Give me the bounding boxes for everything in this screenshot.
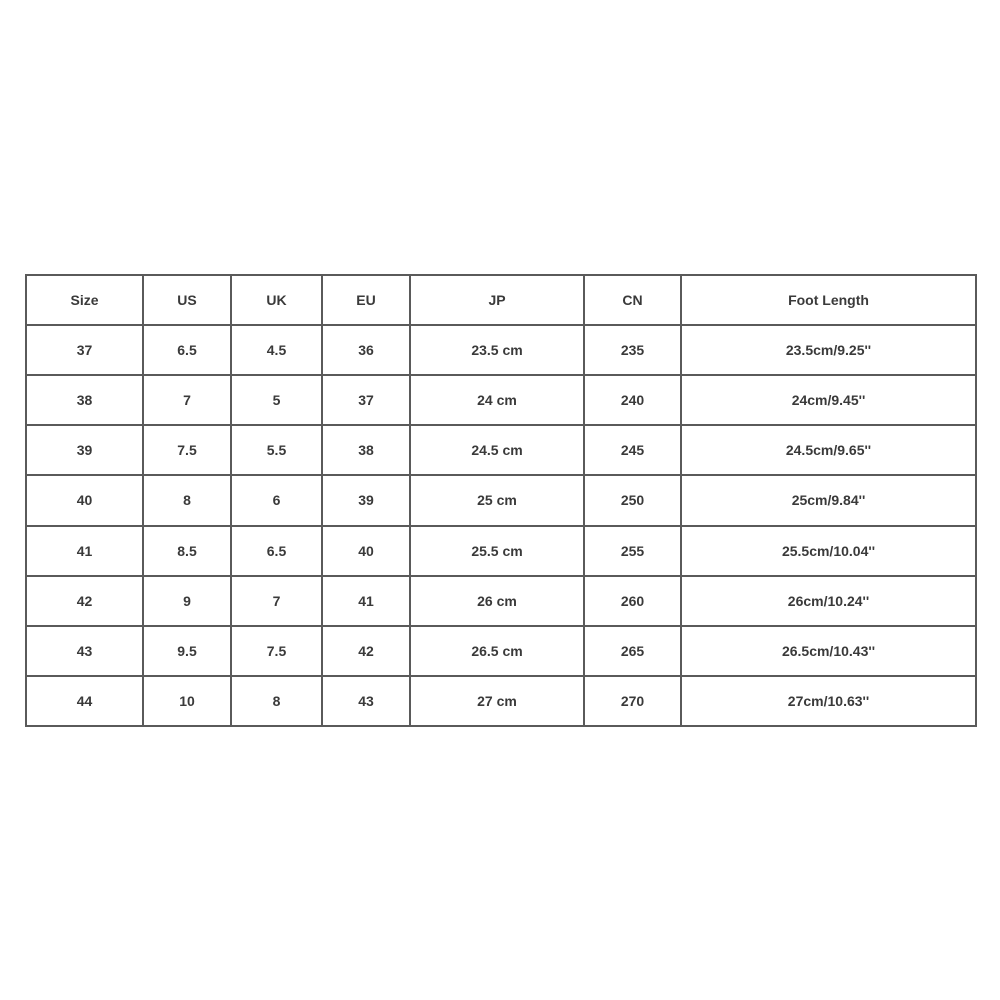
- cell-size: 44: [26, 676, 143, 726]
- cell-eu: 41: [322, 576, 410, 626]
- cell-us: 8: [143, 475, 231, 525]
- cell-cn: 235: [584, 325, 681, 375]
- cell-jp: 25 cm: [410, 475, 584, 525]
- cell-us: 7: [143, 375, 231, 425]
- cell-eu: 38: [322, 425, 410, 475]
- cell-foot-length: 24.5cm/9.65'': [681, 425, 976, 475]
- cell-cn: 245: [584, 425, 681, 475]
- table-row: [26, 375, 976, 425]
- cell-us: 7.5: [143, 425, 231, 475]
- cell-uk: 7: [231, 576, 322, 626]
- cell-uk: 6.5: [231, 526, 322, 576]
- cell-eu: 40: [322, 526, 410, 576]
- table-row: [26, 676, 976, 726]
- table-row: [26, 425, 976, 475]
- table-row: [26, 576, 976, 626]
- cell-us: 8.5: [143, 526, 231, 576]
- cell-size: 37: [26, 325, 143, 375]
- table-row: [26, 325, 976, 375]
- header-us: US: [143, 275, 231, 325]
- table-row: [26, 626, 976, 676]
- cell-foot-length: 26.5cm/10.43'': [681, 626, 976, 676]
- cell-size: 43: [26, 626, 143, 676]
- size-chart-table: [25, 274, 977, 727]
- cell-uk: 4.5: [231, 325, 322, 375]
- cell-eu: 42: [322, 626, 410, 676]
- cell-eu: 36: [322, 325, 410, 375]
- cell-uk: 6: [231, 475, 322, 525]
- cell-jp: 23.5 cm: [410, 325, 584, 375]
- cell-foot-length: 23.5cm/9.25'': [681, 325, 976, 375]
- header-size: Size: [26, 275, 143, 325]
- header-cn: CN: [584, 275, 681, 325]
- cell-us: 6.5: [143, 325, 231, 375]
- cell-cn: 265: [584, 626, 681, 676]
- cell-eu: 37: [322, 375, 410, 425]
- cell-size: 39: [26, 425, 143, 475]
- cell-size: 40: [26, 475, 143, 525]
- cell-eu: 39: [322, 475, 410, 525]
- cell-jp: 26.5 cm: [410, 626, 584, 676]
- cell-us: 10: [143, 676, 231, 726]
- cell-jp: 25.5 cm: [410, 526, 584, 576]
- header-foot-length: Foot Length: [681, 275, 976, 325]
- table-row: [26, 475, 976, 525]
- cell-jp: 24.5 cm: [410, 425, 584, 475]
- cell-size: 42: [26, 576, 143, 626]
- cell-size: 41: [26, 526, 143, 576]
- cell-foot-length: 24cm/9.45'': [681, 375, 976, 425]
- header-row: [26, 275, 976, 325]
- cell-foot-length: 25.5cm/10.04'': [681, 526, 976, 576]
- cell-jp: 26 cm: [410, 576, 584, 626]
- header-eu: EU: [322, 275, 410, 325]
- header-uk: UK: [231, 275, 322, 325]
- header-jp: JP: [410, 275, 584, 325]
- cell-cn: 240: [584, 375, 681, 425]
- cell-uk: 5.5: [231, 425, 322, 475]
- cell-cn: 255: [584, 526, 681, 576]
- cell-cn: 250: [584, 475, 681, 525]
- cell-cn: 260: [584, 576, 681, 626]
- cell-eu: 43: [322, 676, 410, 726]
- cell-jp: 24 cm: [410, 375, 584, 425]
- cell-uk: 7.5: [231, 626, 322, 676]
- cell-foot-length: 27cm/10.63'': [681, 676, 976, 726]
- table-row: [26, 526, 976, 576]
- cell-uk: 5: [231, 375, 322, 425]
- cell-cn: 270: [584, 676, 681, 726]
- cell-foot-length: 25cm/9.84'': [681, 475, 976, 525]
- cell-size: 38: [26, 375, 143, 425]
- cell-uk: 8: [231, 676, 322, 726]
- cell-us: 9: [143, 576, 231, 626]
- cell-foot-length: 26cm/10.24'': [681, 576, 976, 626]
- cell-us: 9.5: [143, 626, 231, 676]
- cell-jp: 27 cm: [410, 676, 584, 726]
